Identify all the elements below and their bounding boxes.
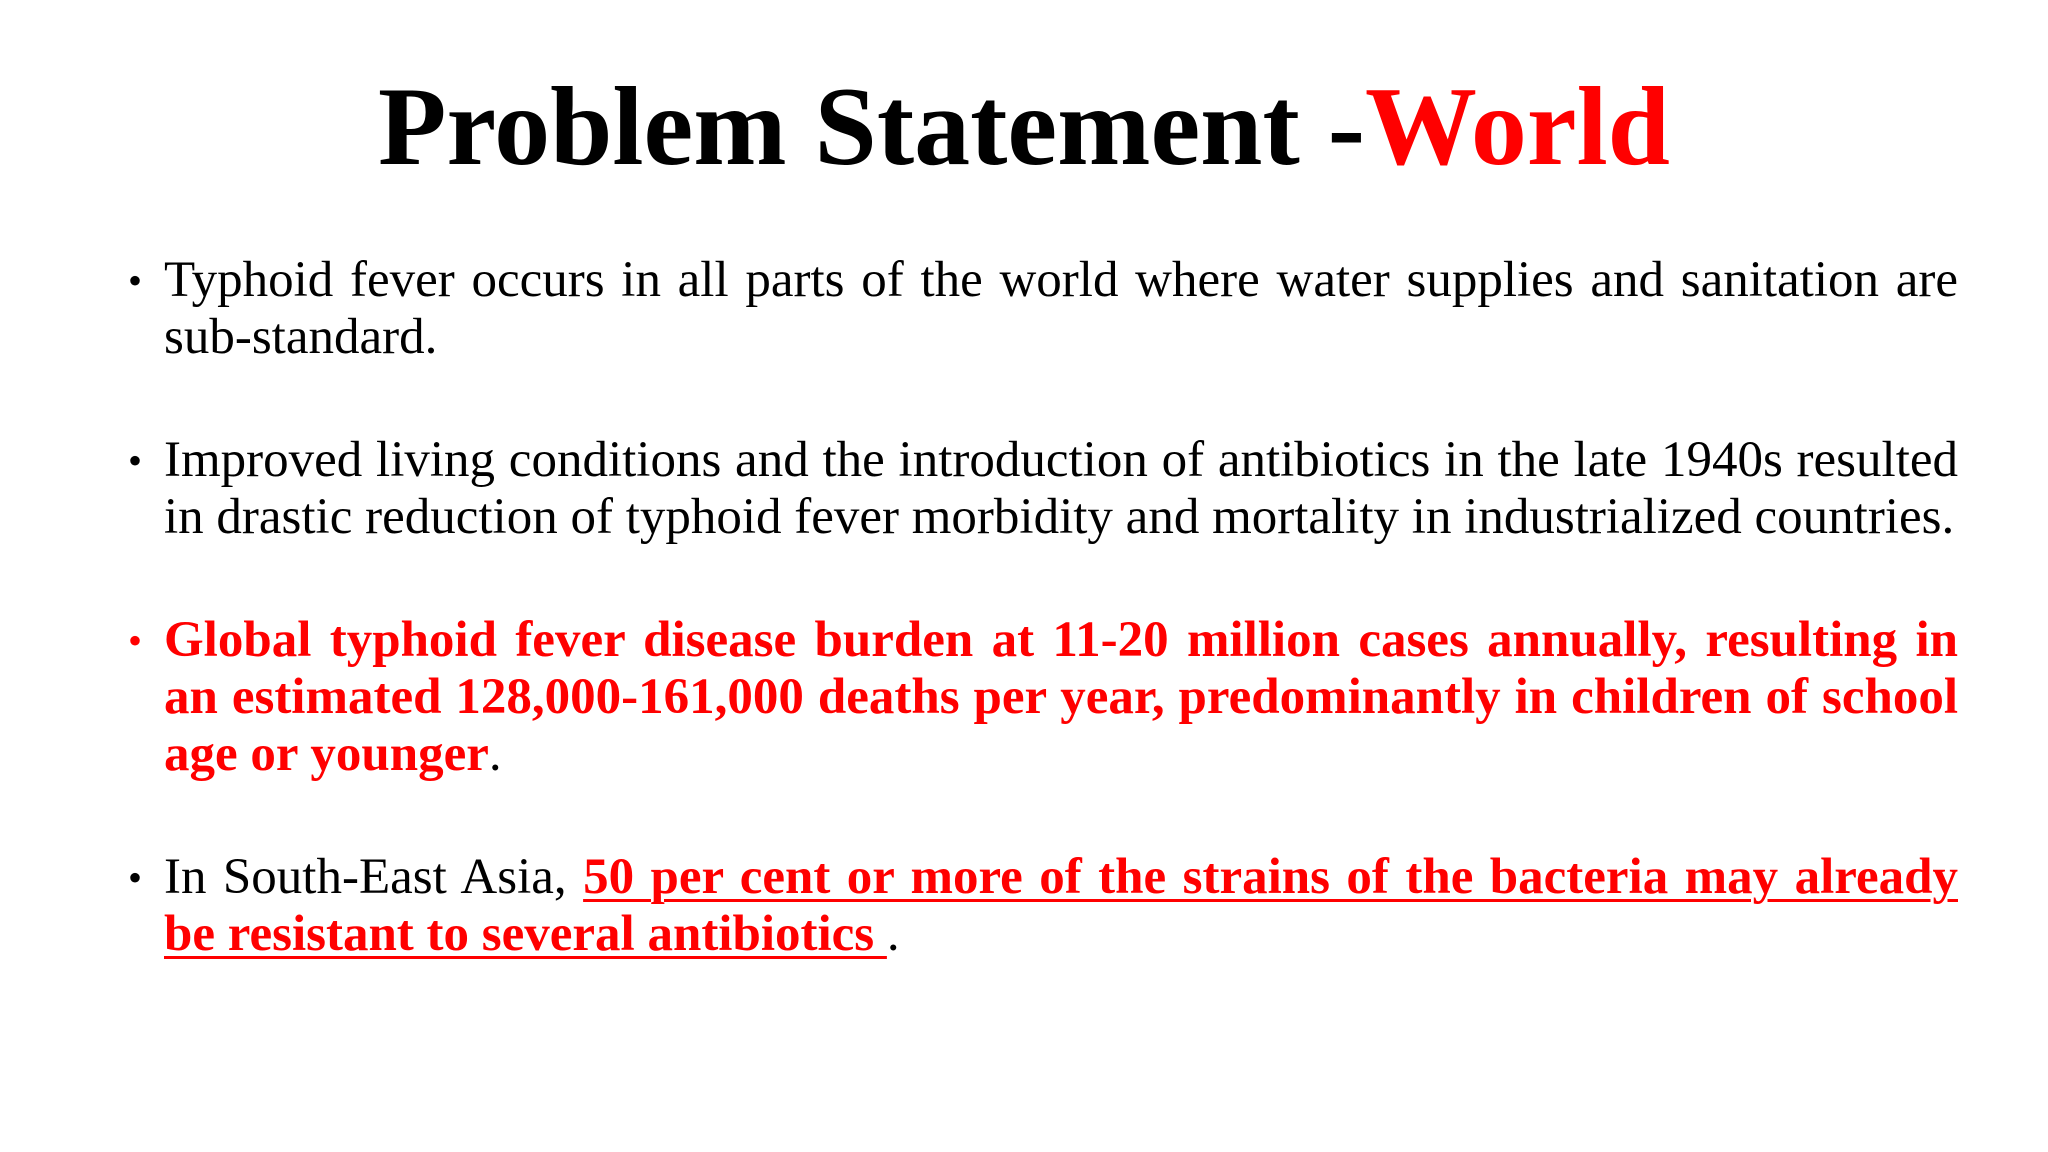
bullet-dot-icon: • — [128, 258, 143, 303]
title-main: Problem Statement - — [378, 65, 1366, 189]
bullet-dot-icon: • — [128, 855, 143, 900]
title-accent: World — [1365, 65, 1670, 189]
bullet-emphasis-text: Global typhoid fever disease burden at 11-20 million cases annually, resulting in an estimated 128,000-161,000 deaths per year, predominantly in children of school age or younger — [164, 612, 1958, 782]
bullet-list — [128, 252, 1958, 963]
bullet-dot-icon: • — [128, 438, 143, 483]
bullet-item — [128, 849, 1958, 963]
bullet-item — [128, 252, 1958, 366]
bullet-item — [128, 612, 1958, 783]
bullet-underlined-emphasis-text: 50 per cent or more of the strains of the bacteria may already be resistant to several antibiotics — [164, 849, 1958, 962]
bullet-dot-icon: • — [128, 618, 143, 663]
bullet-text: Typhoid fever occurs in all parts of the world where water supplies and sanitation are sub-standard. — [164, 252, 1958, 365]
bullet-trailing-text: . — [886, 906, 900, 962]
slide-title — [0, 62, 2048, 192]
bullet-text: Improved living conditions and the introduction of antibiotics in the late 1940s resulted in drastic reduction of typhoid fever morbidity and mortality in industrialized countries. — [164, 432, 1958, 545]
bullet-item — [128, 432, 1958, 546]
bullet-leading-text: In South-East Asia, — [164, 849, 584, 905]
bullet-trailing-text: . — [488, 726, 502, 782]
